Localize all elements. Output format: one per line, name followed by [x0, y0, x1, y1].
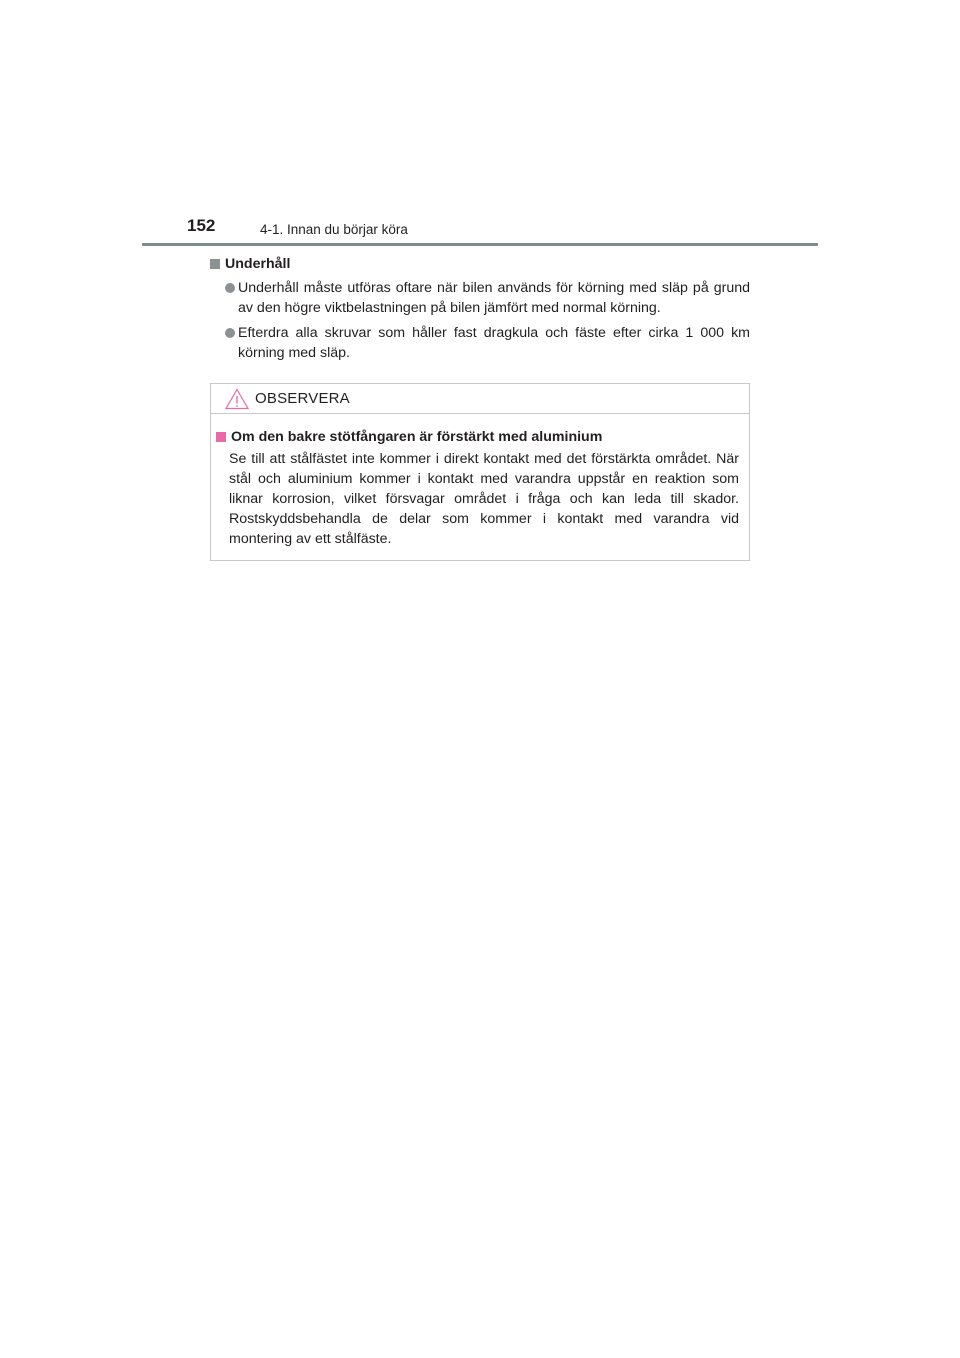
warning-triangle-icon: [225, 388, 249, 410]
page-number: 152: [187, 216, 216, 235]
notice-body: [211, 414, 749, 549]
square-bullet-icon: [210, 259, 220, 269]
notice-heading-text: Om den bakre stötfångaren är förstärkt med aluminium: [231, 429, 603, 445]
section-heading-text: Underhåll: [225, 256, 291, 272]
notice-text: Se till att stålfästet inte kommer i direkt kontakt med det förstärkta området. När stål och aluminium kommer i kontakt med varandra uppstår en reaktion som liknar korrosion, vilket försvagar området i fråga och kan leda till skador. Rostskyddsbehandla de delar som kommer i kontakt med varandra vid montering av ett stålfäste.: [229, 451, 739, 547]
list-item-text: Underhåll måste utföras oftare när bilen används för körning med släp på grund av den högre viktbelastningen på bilen jämfört med normal körning.: [238, 280, 750, 316]
list-item-text: Efterdra alla skruvar som håller fast dragkula och fäste efter cirka 1 000 km körning med släp.: [238, 325, 750, 361]
list-item: [210, 278, 750, 318]
notice-heading: [216, 427, 739, 447]
header-rule: [142, 243, 818, 246]
notice-label: OBSERVERA: [255, 390, 350, 407]
dot-bullet-icon: [225, 328, 235, 338]
notice-header: [211, 384, 749, 414]
bullet-list: [210, 278, 750, 363]
dot-bullet-icon: [225, 283, 235, 293]
chapter-title: 4-1. Innan du börjar köra: [260, 222, 408, 237]
maintenance-section: [210, 254, 750, 368]
section-heading: [210, 254, 750, 274]
notice-box: [210, 383, 750, 561]
list-item: [210, 323, 750, 363]
pink-square-icon: [216, 432, 226, 442]
